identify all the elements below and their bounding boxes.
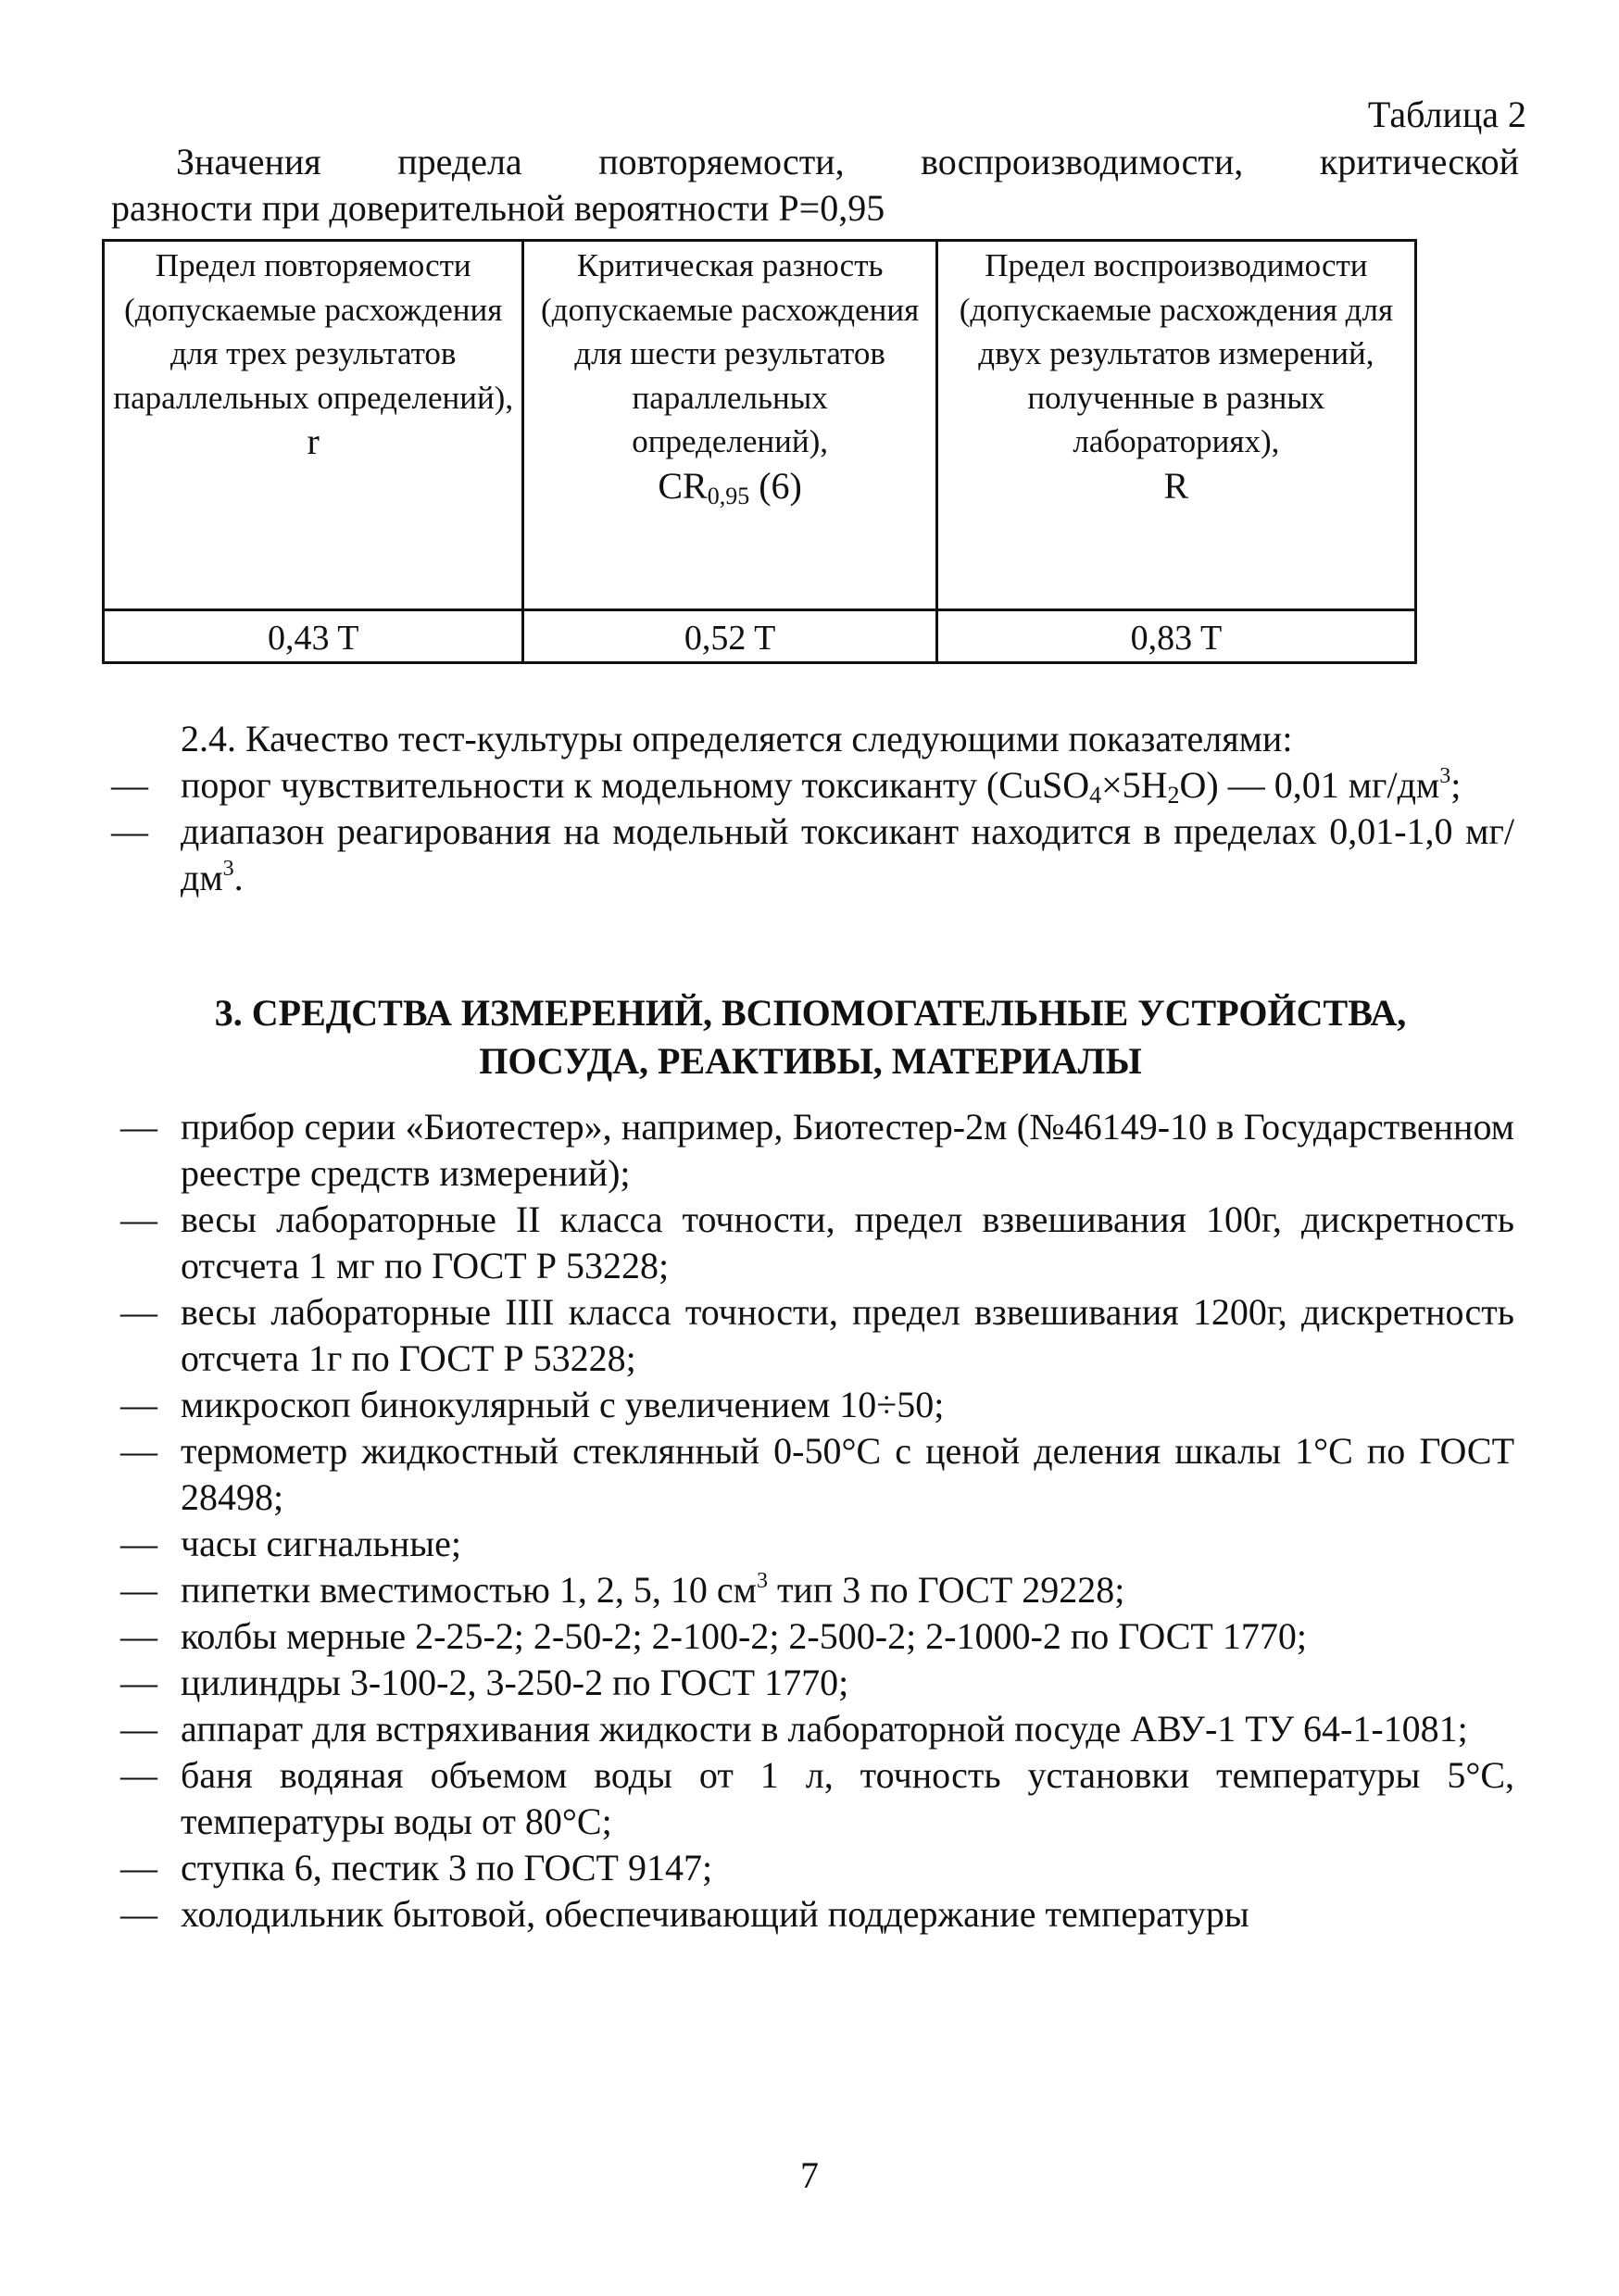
- header-text: Предел повторяемости (допускаемые расхождения для трех результатов параллельных определений),: [113, 247, 514, 416]
- precision-table: [102, 239, 1417, 664]
- header-symbol: r: [307, 420, 320, 462]
- list-item: — часы сигнальные;: [120, 1523, 461, 1564]
- page-number: 7: [800, 2154, 819, 2196]
- header-reproducibility-limit: [936, 241, 1415, 610]
- list-item: — порог чувствительности к модельному токсиканту (CuSO4×5H2O) — 0,01 $мг/дм^3$;: [111, 764, 1462, 809]
- header-symbol: R: [1163, 464, 1189, 507]
- table-caption-line1: Значения предела повторяемости, воспроизводимости, критической: [176, 141, 1519, 182]
- header-text: Критическая разность (допускаемые расхождения для шести результатов параллельных определений),: [541, 247, 920, 459]
- value-critical-difference: 0,52 T: [523, 610, 936, 663]
- list-item: — прибор серии «Биотестер», например, Биотестер-2м (№46149-10 в Государственном реестре средств измерений);: [120, 1106, 1514, 1194]
- header-repeatability-limit: [104, 241, 523, 610]
- header-critical-difference: [523, 241, 936, 610]
- dash-bullet: —: [111, 810, 148, 852]
- section-3-title: [111, 989, 1510, 1085]
- header-text: Предел воспроизводимости (допускаемые расхождения для двух результатов измерений, полученные в разных лабораториях),: [959, 247, 1394, 459]
- list-item: — диапазон реагирования на модельный токсикант находится в пределах 0,01-1,0 $мг/дм^3$.: [111, 810, 1514, 898]
- list-item: — термометр жидкостный стеклянный 0-50°С с ценой деления шкалы 1°С по ГОСТ 28498;: [120, 1430, 1514, 1518]
- list-item: — микроскоп бинокулярный с увеличением 10÷50;: [120, 1384, 945, 1425]
- value-repeatability: 0,43 T: [104, 610, 523, 663]
- table-number: Таблица 2: [1367, 94, 1526, 135]
- value-reproducibility: 0,83 T: [936, 610, 1415, 663]
- list-item: — весы лабораторные II класса точности, предел взвешивания 100г, дискретность отсчета 1 мг по ГОСТ Р 53228;: [120, 1198, 1514, 1286]
- table-caption-line2: разности при доверительной вероятности P=0,95: [111, 187, 885, 229]
- section-2-4: [111, 716, 1514, 901]
- table-values-row: [104, 610, 1416, 663]
- list-item: — ступка 6, пестик 3 по ГОСТ 9147;: [120, 1847, 713, 1888]
- table-caption: [111, 139, 1519, 232]
- section-3-title-line2: ПОСУДА, РЕАКТИВЫ, МАТЕРИАЛЫ: [479, 1040, 1142, 1082]
- table-header-row: [104, 241, 1416, 610]
- list-item: — холодильник бытовой, обеспечивающий поддержание температуры: [120, 1893, 1249, 1935]
- dash-bullet: —: [111, 764, 148, 806]
- list-item: — весы лабораторные IIII класса точности, предел взвешивания 1200г, дискретность отсчета 1г по ГОСТ Р 53228;: [120, 1291, 1514, 1379]
- section-3-title-line1: 3. СРЕДСТВА ИЗМЕРЕНИЙ, ВСПОМОГАТЕЛЬНЫЕ УСТРОЙСТВА,: [214, 992, 1407, 1034]
- list-item: — пипетки вместимостью 1, 2, 5, 10 $см^3$ тип 3 по ГОСТ 29228;: [120, 1569, 1125, 1611]
- header-symbol: $CR_{0,95}$ (6): [658, 464, 802, 509]
- section-2-4-intro: 2.4. Качество тест-культуры определяется следующими показателями:: [181, 718, 1293, 759]
- section-3-list: [102, 1104, 1514, 1938]
- list-item: — баня водяная объемом воды от 1 л, точность установки температуры 5°С, температуры воды от 80°С;: [120, 1754, 1514, 1842]
- list-item: — колбы мерные 2-25-2; 2-50-2; 2-100-2; 2-500-2; 2-1000-2 по ГОСТ 1770;: [120, 1615, 1307, 1657]
- list-item: — цилиндры 3-100-2, 3-250-2 по ГОСТ 1770;: [120, 1662, 849, 1703]
- list-item: — аппарат для встряхивания жидкости в лабораторной посуде АВУ-1 ТУ 64-1-1081;: [120, 1708, 1468, 1750]
